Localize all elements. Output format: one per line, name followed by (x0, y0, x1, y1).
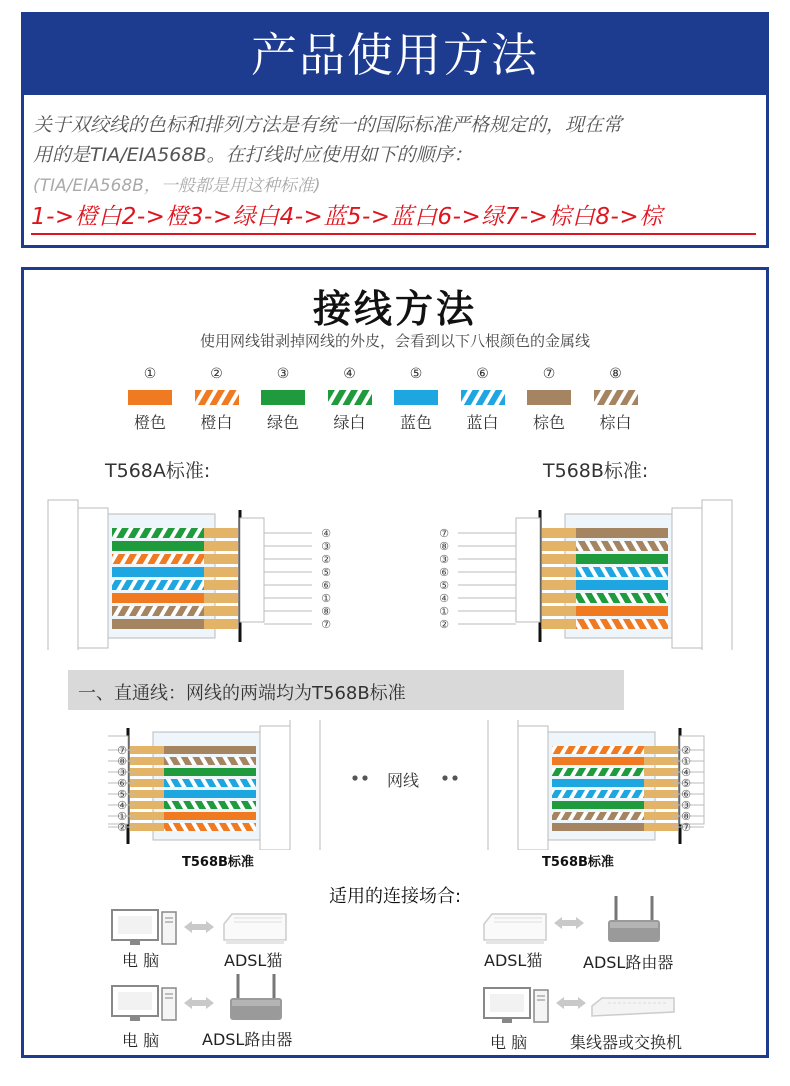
app-4-from: 电 脑 (490, 1033, 528, 1052)
t568a-title: T568A标准: (105, 460, 211, 482)
left-pin-label-1: ⑦ (117, 744, 127, 757)
t568b-pin-8 (542, 619, 576, 629)
straight-cable-heading: 一、直通线：网线的两端均为T568B标准 (78, 683, 406, 704)
t568a-wire-1 (112, 528, 204, 538)
t568b-wire-7 (576, 606, 668, 616)
right-pin-label-8: ⑦ (681, 821, 691, 834)
app-3-to: ADSL路由器 (583, 953, 674, 972)
app-2-from: 电 脑 (122, 1031, 160, 1050)
t568b-pin-label-3: ③ (439, 553, 449, 566)
t568b-title: T568B标准: (543, 460, 649, 482)
left-pin-label-8: ② (117, 821, 127, 834)
t568a-pin-6 (204, 593, 238, 603)
swatch-label: 绿白 (333, 413, 366, 432)
t568a-pin-label-8: ⑦ (321, 618, 331, 631)
right-pin-label-7: ⑧ (681, 810, 691, 823)
right-connector-caption: T568B标准 (542, 855, 614, 870)
left-wire-8 (164, 823, 256, 831)
page-title: 产品使用方法 (24, 15, 766, 95)
left-wire-2 (164, 757, 256, 765)
t568a-pin-label-1: ④ (321, 527, 331, 540)
swatch-color-bar (261, 390, 305, 405)
app-1-to: ADSL猫 (224, 951, 283, 970)
left-wire-7 (164, 812, 256, 820)
right-wire-3 (552, 768, 644, 776)
right-pin-label-1: ② (681, 744, 691, 757)
t568a-pin-5 (204, 580, 238, 590)
t568b-pin-label-7: ① (439, 605, 449, 618)
right-pin-label-3: ④ (681, 766, 691, 779)
swatch-number: ⑤ (409, 366, 423, 382)
swatch-label: 橙色 (133, 413, 166, 432)
t568b-connector-diagram (430, 490, 750, 650)
right-pin-label-2: ① (681, 755, 691, 768)
swatch-color-bar (461, 390, 505, 405)
t568a-wire-6 (112, 593, 204, 603)
swatch-label: 橙白 (200, 413, 233, 432)
t568b-wire-8 (576, 619, 668, 629)
order-underline (31, 233, 756, 235)
t568b-wire-4 (576, 567, 668, 577)
t568b-pin-label-8: ② (439, 618, 449, 631)
t568b-pin-6 (542, 593, 576, 603)
right-pin-label-4: ⑤ (681, 777, 691, 790)
t568b-pin-5 (542, 580, 576, 590)
swatch-color-bar (195, 390, 239, 405)
swatch-number: ⑧ (609, 366, 622, 382)
swatch-color-bar (527, 390, 571, 405)
t568a-pin-3 (204, 554, 238, 564)
two-way-arrow-icon (554, 916, 584, 930)
left-connector-caption: T568B标准 (182, 855, 254, 870)
t568a-wire-4 (112, 567, 204, 577)
adsl-modem-icon (480, 910, 550, 948)
wiring-title: 接线方法 (312, 287, 477, 331)
right-wire-8 (552, 823, 644, 831)
swatch-label: 棕色 (532, 413, 565, 432)
t568b-pin-label-6: ④ (439, 592, 449, 605)
t568a-wire-8 (112, 619, 204, 629)
applications-title: 适用的连接场合: (328, 886, 462, 907)
left-pin-label-3: ③ (117, 766, 127, 779)
left-pin-label-4: ⑥ (117, 777, 127, 790)
swatch-label: 蓝白 (466, 413, 499, 432)
right-pin-label-6: ③ (681, 799, 691, 812)
t568b-wire-1 (576, 528, 668, 538)
left-pin-label-5: ⑤ (117, 788, 127, 801)
left-wire-6 (164, 801, 256, 809)
intro-note: (TIA/EIA568B，一般都是用这种标准) (33, 176, 321, 196)
t568a-pin-label-3: ② (321, 553, 331, 566)
two-way-arrow-icon (556, 996, 586, 1010)
right-wire-7 (552, 812, 644, 820)
t568a-pin-7 (204, 606, 238, 616)
two-way-arrow-icon (184, 996, 214, 1010)
swatch-number: ④ (343, 366, 356, 382)
left-wire-5 (164, 790, 256, 798)
t568b-pin-2 (542, 541, 576, 551)
t568b-pin-1 (542, 528, 576, 538)
swatch-label: 蓝色 (399, 413, 432, 432)
swatch-number: ③ (276, 366, 290, 382)
wiring-order-text: 1->橙白2->橙3->绿白4->蓝5->蓝白6->绿7->棕白8->棕 (31, 204, 663, 230)
computer-icon (110, 984, 180, 1024)
right-pin-label-5: ⑥ (681, 788, 691, 801)
app-3-from: ADSL猫 (484, 951, 543, 970)
t568b-pin-label-5: ⑤ (439, 579, 449, 592)
intro-line-1: 关于双绞线的色标和排列方法是有统一的国际标准严格规定的，现在常 (33, 114, 623, 136)
left-connector-diagram (108, 720, 338, 850)
t568a-pin-label-7: ⑧ (321, 605, 331, 618)
t568b-pin-3 (542, 554, 576, 564)
t568b-wire-5 (576, 580, 668, 590)
app-2-to: ADSL路由器 (202, 1030, 293, 1049)
left-wire-3 (164, 768, 256, 776)
router-icon (226, 972, 286, 1026)
t568a-pin-label-6: ① (321, 592, 331, 605)
app-1-from: 电 脑 (122, 951, 160, 970)
t568b-wire-6 (576, 593, 668, 603)
router-icon (604, 894, 664, 948)
t568a-pin-4 (204, 567, 238, 577)
left-wire-4 (164, 779, 256, 787)
t568a-wire-2 (112, 541, 204, 551)
swatch-color-bar (594, 390, 638, 405)
left-wire-1 (164, 746, 256, 754)
intro-line-2: 用的是TIA/EIA568B。在打线时应使用如下的顺序： (33, 144, 473, 166)
t568b-pin-label-1: ⑦ (439, 527, 449, 540)
left-pin-label-7: ① (117, 810, 127, 823)
network-switch-icon (588, 994, 678, 1022)
t568b-pin-label-2: ⑧ (439, 540, 449, 553)
t568a-pin-label-2: ③ (321, 540, 331, 553)
right-wire-5 (552, 790, 644, 798)
t568a-wire-3 (112, 554, 204, 564)
swatch-color-bar (394, 390, 438, 405)
right-wire-2 (552, 757, 644, 765)
right-wire-6 (552, 801, 644, 809)
cable-label: 网线 (387, 771, 420, 790)
right-wire-1 (552, 746, 644, 754)
left-pin-label-2: ⑧ (117, 755, 127, 768)
t568b-wire-2 (576, 541, 668, 551)
t568a-pin-label-5: ⑥ (321, 579, 331, 592)
right-wire-4 (552, 779, 644, 787)
t568b-pin-7 (542, 606, 576, 616)
t568a-pin-1 (204, 528, 238, 538)
swatch-color-bar (328, 390, 372, 405)
computer-icon (110, 908, 180, 948)
t568b-pin-label-4: ⑥ (439, 566, 449, 579)
swatch-number: ⑦ (542, 366, 556, 382)
t568b-wire-3 (576, 554, 668, 564)
app-4-to: 集线器或交换机 (570, 1033, 683, 1052)
right-connector-diagram (480, 720, 710, 850)
t568b-pin-4 (542, 567, 576, 577)
swatch-number: ② (210, 366, 223, 382)
t568a-connector-diagram (40, 490, 350, 650)
swatch-label: 棕白 (599, 413, 632, 432)
t568a-pin-8 (204, 619, 238, 629)
computer-icon (482, 986, 552, 1026)
t568a-pin-label-4: ⑤ (321, 566, 331, 579)
swatch-number: ⑥ (476, 366, 489, 382)
t568a-pin-2 (204, 541, 238, 551)
left-pin-label-6: ④ (117, 799, 127, 812)
t568a-wire-5 (112, 580, 204, 590)
wiring-subtitle: 使用网线钳剥掉网线的外皮，会看到以下八根颜色的金属线 (199, 332, 590, 350)
swatch-color-bar (128, 390, 172, 405)
two-way-arrow-icon (184, 920, 214, 934)
t568a-wire-7 (112, 606, 204, 616)
swatch-number: ① (143, 366, 157, 382)
adsl-modem-icon (220, 910, 290, 948)
swatch-label: 绿色 (266, 413, 299, 432)
